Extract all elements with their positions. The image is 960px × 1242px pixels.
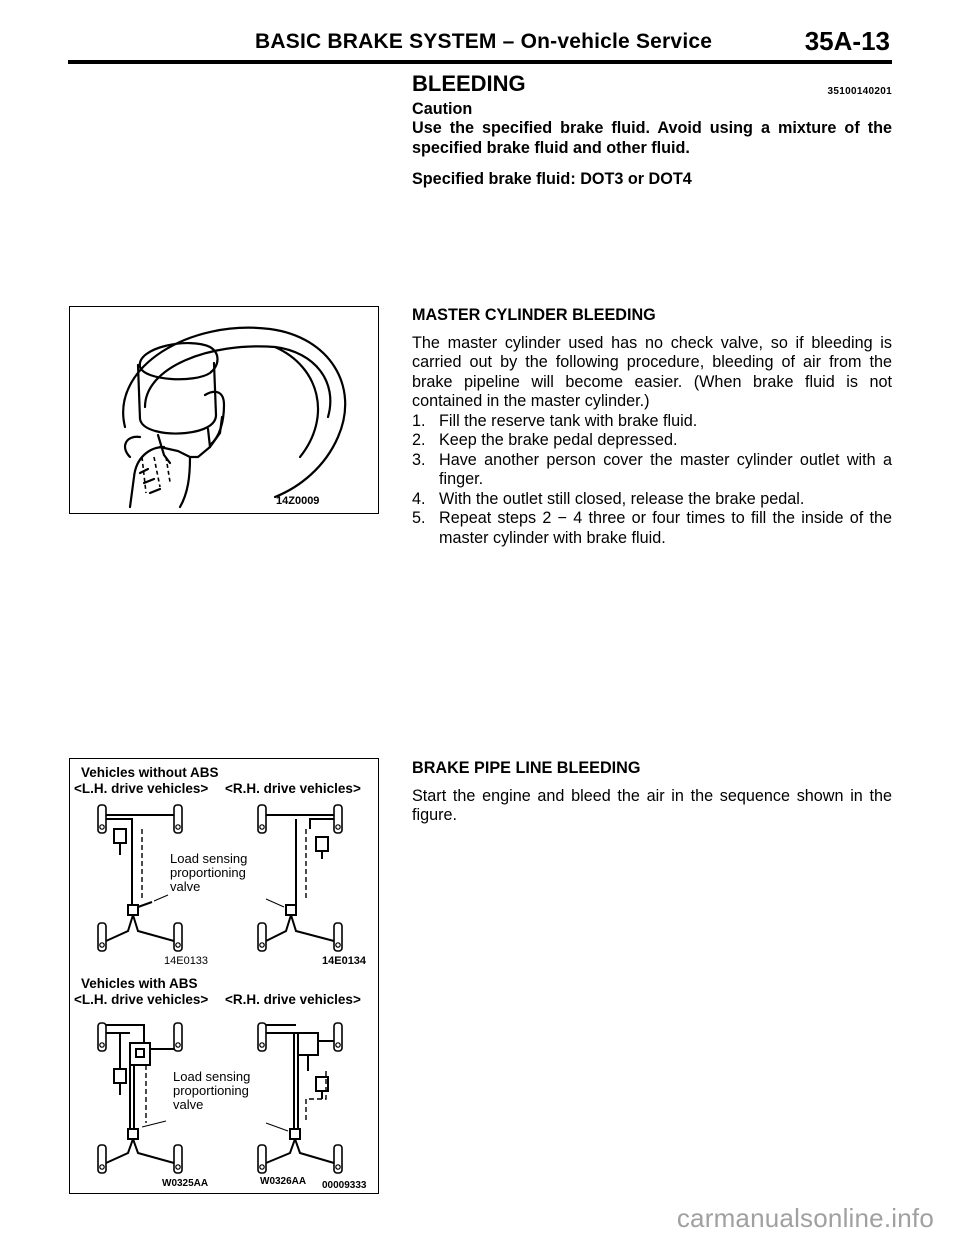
bleeding-section xyxy=(412,71,892,190)
valve-label-line: valve xyxy=(170,879,201,894)
header-rule xyxy=(68,60,892,64)
lh-label-abs: <L.H. drive vehicles> xyxy=(74,992,209,1007)
step-3 xyxy=(412,451,892,490)
header-title: BASIC BRAKE SYSTEM – On-vehicle Service xyxy=(255,30,713,53)
step-1 xyxy=(412,412,892,432)
brake-pipe-figure xyxy=(69,758,379,1194)
without-abs-label: Vehicles without ABS xyxy=(81,765,219,780)
brake-pipe-diagrams xyxy=(70,759,378,1193)
pipe-line-section xyxy=(412,759,892,826)
step-number: 1. xyxy=(412,411,426,430)
rh-label-no-abs: <R.H. drive vehicles> xyxy=(225,781,361,796)
bleeding-heading: BLEEDING xyxy=(412,71,526,96)
figure-code: 14Z0009 xyxy=(276,495,320,507)
valve-label-line: Load sensing xyxy=(170,851,248,866)
code-lh-no-abs: 14E0133 xyxy=(164,955,209,967)
step-number: 4. xyxy=(412,489,426,508)
valve-label-line: Load sensing xyxy=(173,1069,251,1084)
code-rh-no-abs: 14E0134 xyxy=(322,955,367,967)
rh-label-abs: <R.H. drive vehicles> xyxy=(225,992,361,1007)
with-abs-label: Vehicles with ABS xyxy=(81,976,198,991)
pipe-line-text: Start the engine and bleed the air in the sequence shown in the figure. xyxy=(412,786,892,824)
master-cylinder-illustration xyxy=(70,307,378,513)
valve-label-line: proportioning xyxy=(170,865,246,880)
caution-label: Caution xyxy=(412,99,473,118)
figure-code: 00009333 xyxy=(322,1180,367,1191)
lh-label-no-abs: <L.H. drive vehicles> xyxy=(74,781,209,796)
step-5 xyxy=(412,509,892,548)
code-lh-abs: W0325AA xyxy=(162,1178,209,1189)
pipe-line-heading: BRAKE PIPE LINE BLEEDING xyxy=(412,759,641,777)
watermark: carmanualsonline.info xyxy=(676,1203,934,1233)
valve-label-line: proportioning xyxy=(173,1083,249,1098)
step-number: 5. xyxy=(412,509,426,527)
master-cylinder-heading: MASTER CYLINDER BLEEDING xyxy=(412,306,656,324)
step-2 xyxy=(412,431,892,451)
code-rh-abs: W0326AA xyxy=(260,1176,307,1187)
master-cylinder-figure xyxy=(69,306,379,514)
step-text: Fill the reserve tank with brake fluid. xyxy=(439,411,698,430)
page-number: 35A-13 xyxy=(804,26,890,56)
specified-fluid: Specified brake fluid: DOT3 or DOT4 xyxy=(412,170,692,188)
step-text: Have another person cover the master cylinder outlet with a finger. xyxy=(439,450,892,488)
master-cylinder-section xyxy=(412,306,892,548)
step-text: Repeat steps 2 − 4 three or four times to fill the inside of the master cylinder with brake fluid. xyxy=(439,509,892,547)
step-number: 2. xyxy=(412,431,426,449)
master-cylinder-intro: The master cylinder used has no check valve, so if bleeding is carried out by the following procedure, bleeding of air from the brake pipeline will become easier. (When brake fluid is not contained in the master cylinder.) xyxy=(412,333,892,410)
valve-label-line: valve xyxy=(173,1097,204,1112)
step-text: Keep the brake pedal depressed. xyxy=(439,431,678,449)
step-number: 3. xyxy=(412,450,426,469)
caution-text: Use the specified brake fluid. Avoid using a mixture of the specified brake fluid and other fluid. xyxy=(412,119,892,157)
step-4 xyxy=(412,490,892,510)
section-code: 35100140201 xyxy=(827,86,892,97)
step-text: With the outlet still closed, release the brake pedal. xyxy=(439,489,805,508)
